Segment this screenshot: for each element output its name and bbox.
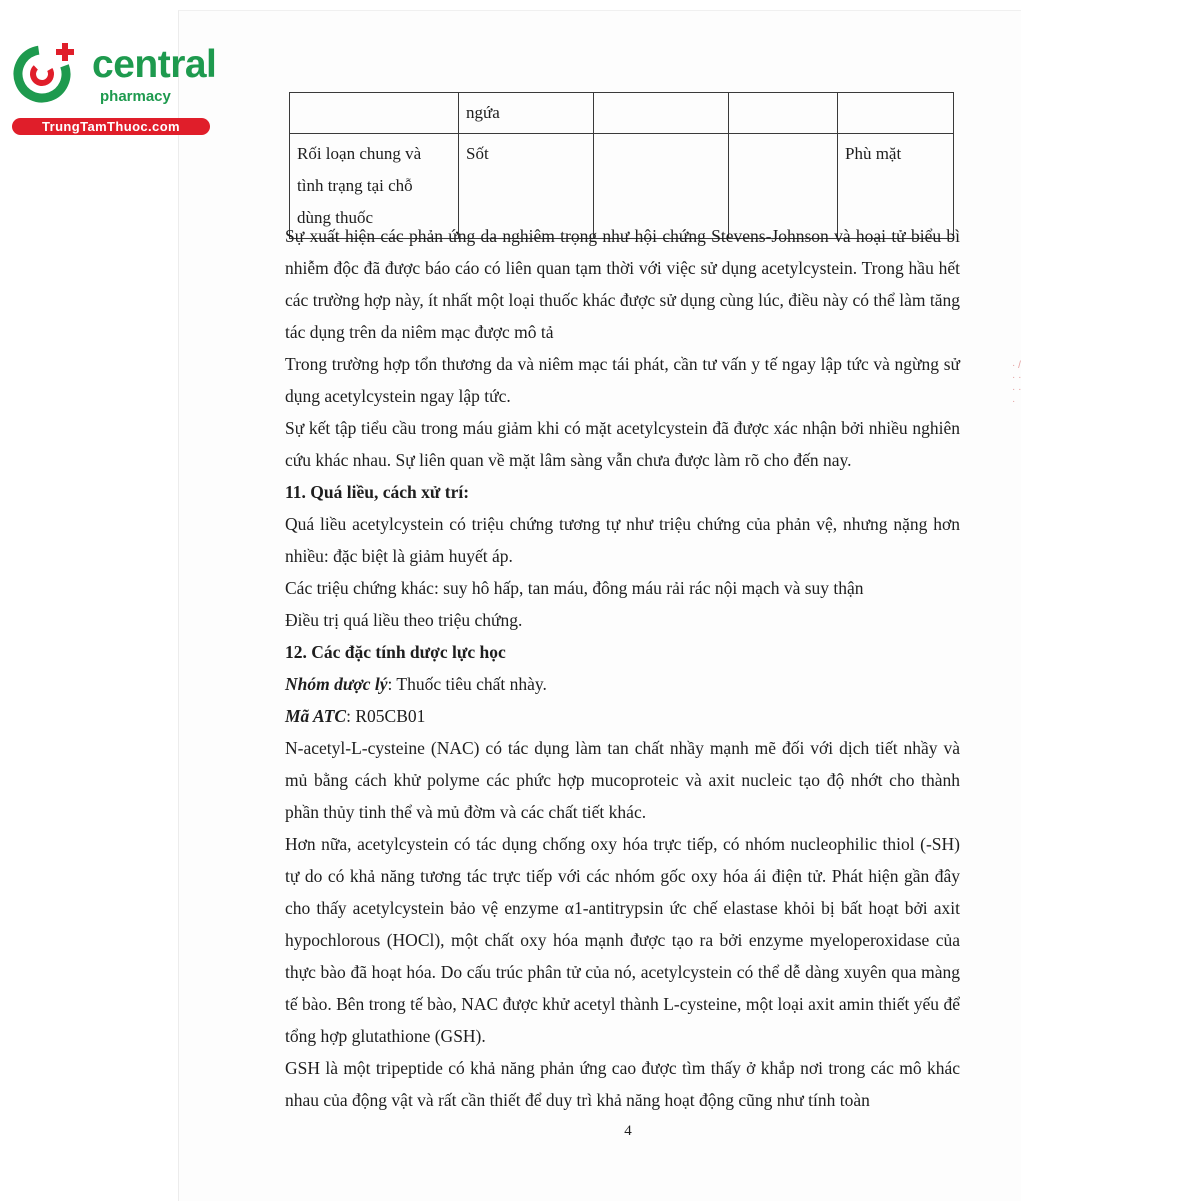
pharmacological-group [285, 668, 960, 700]
table-cell [290, 93, 459, 134]
paragraph: Sự xuất hiện các phản ứng da nghiêm trọng như hội chứng Stevens-Johnson và hoại tử biểu bì nhiễm độc đã được báo cáo có liên quan tạm thời với việc sử dụng acetylcystein. Trong hầu hết các trường hợp này, ít nhất một loại thuốc khác được sử dụng cùng lúc, điều này có thể làm tăng tác dụng trên da niêm mạc được mô tả [285, 226, 960, 342]
section-heading-overdose: 11. Quá liều, cách xử trí: [285, 482, 470, 502]
table-cell [729, 93, 838, 134]
atc-code [285, 700, 960, 732]
page-number: 4 [624, 1123, 632, 1139]
brand-logo[interactable] [10, 40, 215, 140]
paragraph: Các triệu chứng khác: suy hô hấp, tan máu, đông máu rải rác nội mạch và suy thận [285, 578, 864, 598]
section-heading-pharmacodynamics: 12. Các đặc tính dược lực học [285, 642, 506, 662]
table-row [290, 93, 954, 134]
pharmacy-cross-logo-icon [12, 40, 76, 104]
brand-subtitle: pharmacy [100, 88, 171, 105]
paragraph: Quá liều acetylcystein có triệu chứng tương tự như triệu chứng của phản vệ, nhưng nặng hơn nhiều: đặc biệt là giảm huyết áp. [285, 514, 960, 566]
table-cell [594, 93, 729, 134]
table-cell: ngứa [459, 93, 594, 134]
atc-label: Mã ATC [285, 706, 347, 726]
paragraph: Điều trị quá liều theo triệu chứng. [285, 610, 523, 630]
paragraph: N-acetyl-L-cysteine (NAC) có tác dụng làm tan chất nhầy mạnh mẽ đối với dịch tiết nhầy và mủ bằng cách khử polyme các phức hợp mucoproteic và axit nucleic tạo độ nhớt cho thành phần thủy tinh thể và mủ đờm và các chất tiết khác. [285, 738, 960, 822]
group-label: Nhóm dược lý [285, 674, 388, 694]
paragraph: Hơn nữa, acetylcystein có tác dụng chống oxy hóa trực tiếp, có nhóm nucleophilic thiol (-SH) tự do có khả năng tương tác trực tiếp với các nhóm gốc oxy hóa ái điện tử. Phát hiện gần đây cho thấy acetylcystein bảo vệ enzyme α1-antitrypsin ức chế elastase khỏi bị bất hoạt bởi axit hypochlorous (HOCl), một chất oxy hóa mạnh được tạo ra bởi enzyme myeloperoxidase của thực bào đã hoạt hóa. Do cấu trúc phân tử của nó, acetylcystein có thể dễ dàng xuyên qua màng tế bào. Bên trong tế bào, NAC được khử acetyl thành L-cysteine, một loại axit amin thiết yếu để tổng hợp glutathione (GSH). [285, 834, 960, 1046]
paragraph: GSH là một tripeptide có khả năng phản ứng cao được tìm thấy ở khắp nơi trong các mô khác nhau của động vật và rất cần thiết để duy trì khả năng hoạt động cũng như tính toàn [285, 1058, 960, 1110]
cell-line: dùng thuốc [297, 208, 374, 227]
brand-website[interactable]: TrungTamThuoc.com [12, 118, 210, 135]
paragraph: Trong trường hợp tổn thương da và niêm mạc tái phát, cần tư vấn y tế ngay lập tức và ngừng sử dụng acetylcystein ngay lập tức. [285, 354, 960, 406]
cell-line: Rối loạn chung và [297, 144, 422, 163]
paragraph: Sự kết tập tiểu cầu trong máu giảm khi có mặt acetylcystein đã được xác nhận bởi nhiều nghiên cứu khác nhau. Sự liên quan về mặt lâm sàng vẫn chưa được làm rõ cho đến nay. [285, 418, 960, 470]
cell-line: tình trạng tại chỗ [297, 176, 413, 195]
adverse-effects-table [289, 92, 954, 239]
table-cell: Phù mặt [838, 134, 954, 239]
faded-stamp-mark: · / · · · · · [1012, 360, 1022, 407]
atc-value: : R05CB01 [346, 706, 426, 726]
table-cell: Sốt [459, 134, 594, 239]
group-value: : Thuốc tiêu chất nhày. [387, 674, 547, 694]
brand-name: central [92, 43, 217, 86]
table-cell [838, 93, 954, 134]
document-body [285, 220, 960, 1116]
